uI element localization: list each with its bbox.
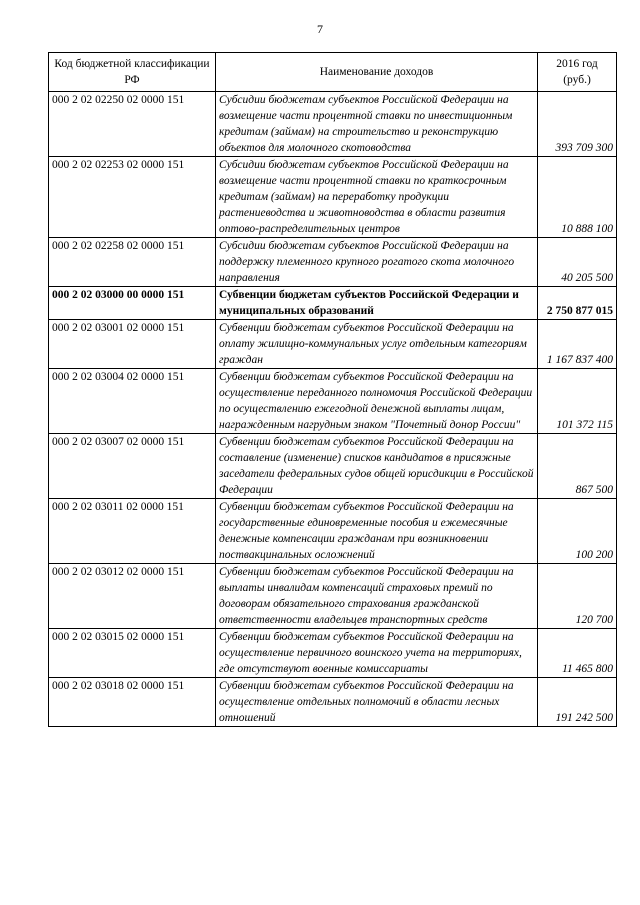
row-name: Субвенции бюджетам субъектов Российской Федерации на государственные единовременные пособия и ежемесячные денежные компенсации гражданам при возникновении поствакцинальных осложнений [216,499,538,564]
table-row [49,369,617,434]
row-amount: 393 709 300 [538,92,617,157]
header-code: Код бюджетной классификации РФ [49,53,216,92]
row-code: 000 2 02 02258 02 0000 151 [49,238,216,287]
header-name: Наименование доходов [216,53,538,92]
row-code: 000 2 02 03000 00 0000 151 [49,287,216,320]
page-number: 7 [317,22,323,36]
row-code: 000 2 02 03012 02 0000 151 [49,564,216,629]
row-code: 000 2 02 03007 02 0000 151 [49,434,216,499]
row-amount: 100 200 [538,499,617,564]
row-amount: 2 750 877 015 [538,287,617,320]
row-code: 000 2 02 03011 02 0000 151 [49,499,216,564]
revenue-table [48,52,617,727]
table-header-row [49,53,617,92]
row-code: 000 2 02 03004 02 0000 151 [49,369,216,434]
row-amount: 40 205 500 [538,238,617,287]
row-amount: 11 465 800 [538,629,617,678]
table-row [49,434,617,499]
row-code: 000 2 02 02253 02 0000 151 [49,157,216,238]
row-code: 000 2 02 03015 02 0000 151 [49,629,216,678]
row-name: Субвенции бюджетам субъектов Российской Федерации на составление (изменение) списков кандидатов в присяжные заседатели федеральных судов общей юрисдикции в Российской Федерации [216,434,538,499]
row-amount: 867 500 [538,434,617,499]
row-amount: 101 372 115 [538,369,617,434]
header-amount: 2016 год (руб.) [538,53,617,92]
table-row [49,238,617,287]
row-name: Субсидии бюджетам субъектов Российской Федерации на поддержку племенного крупного рогатого скота молочного направления [216,238,538,287]
table-row-total [49,287,617,320]
row-name: Субвенции бюджетам субъектов Российской Федерации и муниципальных образований [216,287,538,320]
row-amount: 120 700 [538,564,617,629]
table-row [49,320,617,369]
row-name: Субвенции бюджетам субъектов Российской Федерации на осуществление первичного воинского учета на территориях, где отсутствуют военные комиссариаты [216,629,538,678]
row-amount: 1 167 837 400 [538,320,617,369]
row-code: 000 2 02 03001 02 0000 151 [49,320,216,369]
row-name: Субвенции бюджетам субъектов Российской Федерации на осуществление переданного полномочия Российской Федерации по осуществлению ежегодной денежной выплаты лицам, награжденным нагрудным знаком "Почетный донор России" [216,369,538,434]
row-code: 000 2 02 02250 02 0000 151 [49,92,216,157]
row-name: Субвенции бюджетам субъектов Российской Федерации на выплаты инвалидам компенсаций страховых премий по договорам обязательного страхования гражданской ответственности владельцев транспортных средств [216,564,538,629]
row-amount: 191 242 500 [538,678,617,727]
table-row [49,678,617,727]
table-row [49,499,617,564]
row-code: 000 2 02 03018 02 0000 151 [49,678,216,727]
table-row [49,629,617,678]
row-name: Субвенции бюджетам субъектов Российской Федерации на оплату жилищно-коммунальных услуг отдельным категориям граждан [216,320,538,369]
row-amount: 10 888 100 [538,157,617,238]
row-name: Субсидии бюджетам субъектов Российской Федерации на возмещение части процентной ставки по инвестиционным кредитам (займам) на строительство и реконструкцию объектов для молочного скотоводства [216,92,538,157]
table-row [49,157,617,238]
row-name: Субсидии бюджетам субъектов Российской Федерации на возмещение части процентной ставки по краткосрочным кредитам (займам) на переработку продукции растениеводства и животноводства в области развития оптово-распределительных центров [216,157,538,238]
table-row [49,564,617,629]
table-row [49,92,617,157]
row-name: Субвенции бюджетам субъектов Российской Федерации на осуществление отдельных полномочий в области лесных отношений [216,678,538,727]
